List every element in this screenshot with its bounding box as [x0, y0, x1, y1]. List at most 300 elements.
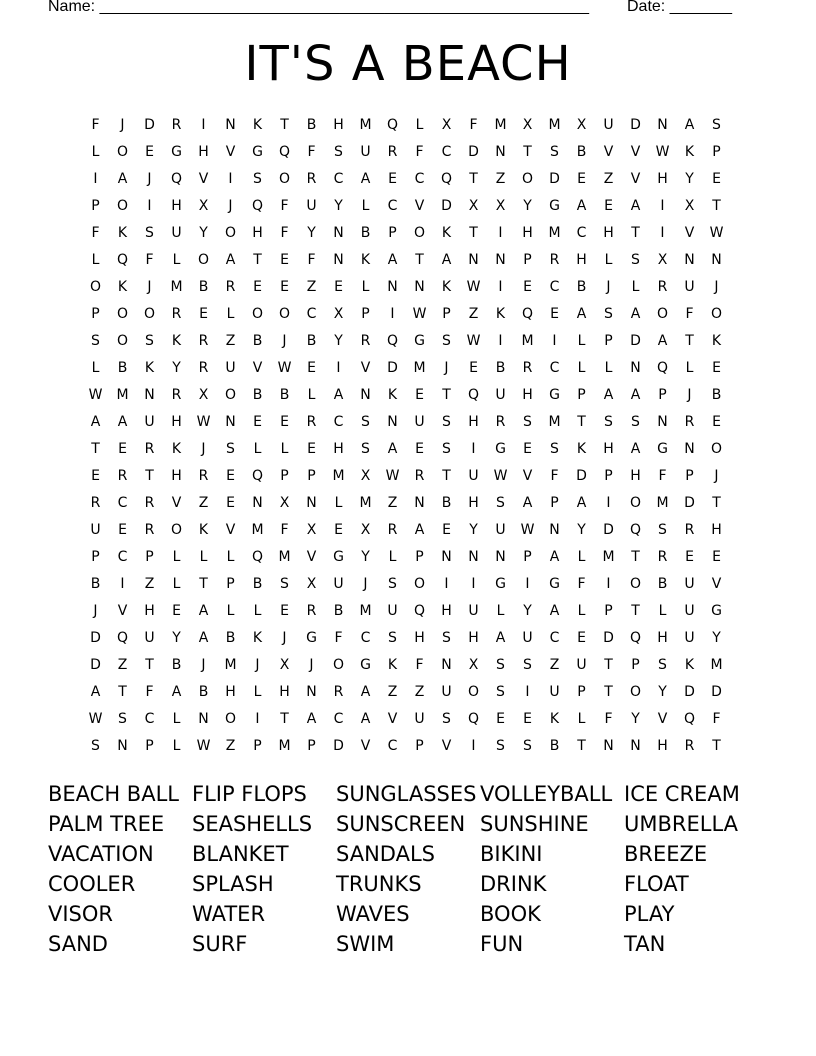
grid-letter: C — [576, 224, 587, 241]
grid-row — [82, 192, 730, 219]
grid-row — [82, 705, 730, 732]
grid-letter: X — [468, 656, 479, 673]
grid-letter: R — [306, 413, 317, 430]
grid-letter: C — [549, 359, 560, 376]
grid-letter: B — [171, 656, 182, 673]
grid-letter: E — [307, 440, 316, 457]
grid-letter: T — [280, 710, 289, 727]
grid-letter: E — [550, 305, 559, 322]
grid-letter: S — [442, 629, 451, 646]
grid-letter: Y — [469, 521, 478, 538]
grid-letter: C — [333, 413, 344, 430]
grid-letter: L — [172, 710, 181, 727]
grid-letter: C — [306, 305, 317, 322]
grid-letter: I — [471, 737, 476, 754]
grid-letter: A — [630, 386, 641, 403]
grid-letter: L — [226, 602, 235, 619]
grid-letter: R — [333, 683, 344, 700]
grid-letter: N — [414, 278, 425, 295]
grid-letter: L — [226, 548, 235, 565]
grid-letter: M — [170, 278, 183, 295]
grid-letter: H — [171, 413, 182, 430]
word-list-item: FLOAT — [624, 872, 689, 896]
grid-letter: I — [255, 710, 260, 727]
grid-letter: Q — [386, 332, 399, 349]
grid-letter: U — [306, 197, 317, 214]
grid-letter: H — [441, 602, 452, 619]
grid-letter: S — [361, 413, 370, 430]
grid-letter: E — [199, 305, 208, 322]
grid-letter: W — [412, 305, 427, 322]
grid-row — [82, 354, 730, 381]
grid-letter: P — [253, 737, 262, 754]
grid-letter: U — [684, 629, 695, 646]
grid-letter: S — [658, 656, 667, 673]
grid-letter: I — [660, 197, 665, 214]
grid-letter: S — [145, 224, 154, 241]
grid-letter: E — [172, 602, 181, 619]
word-list-item: VISOR — [48, 902, 114, 926]
grid-letter: H — [252, 224, 263, 241]
grid-letter: E — [280, 278, 289, 295]
grid-letter: B — [360, 224, 371, 241]
grid-letter: Y — [577, 521, 586, 538]
grid-letter: Q — [467, 710, 480, 727]
grid-letter: V — [387, 710, 398, 727]
grid-letter: L — [604, 359, 613, 376]
word-list-item: FUN — [480, 932, 524, 956]
grid-letter: X — [279, 494, 290, 511]
grid-letter: Q — [170, 170, 183, 187]
grid-letter: Y — [685, 170, 694, 187]
grid-letter: V — [684, 224, 695, 241]
grid-letter: W — [88, 386, 103, 403]
grid-letter: N — [468, 251, 479, 268]
grid-letter: Y — [334, 197, 343, 214]
grid-letter: P — [145, 548, 154, 565]
grid-letter: H — [171, 467, 182, 484]
grid-letter: E — [577, 170, 586, 187]
grid-letter: Y — [712, 629, 721, 646]
grid-letter: J — [282, 332, 287, 349]
grid-letter: I — [606, 494, 611, 511]
grid-letter: I — [552, 332, 557, 349]
grid-letter: O — [116, 197, 129, 214]
grid-letter: N — [684, 251, 695, 268]
grid-letter: N — [414, 494, 425, 511]
grid-letter: G — [333, 548, 344, 565]
grid-row — [82, 138, 730, 165]
grid-letter: J — [120, 116, 125, 133]
grid-letter: Y — [523, 197, 532, 214]
grid-letter: S — [253, 170, 262, 187]
grid-letter: T — [145, 467, 154, 484]
grid-letter: U — [441, 683, 452, 700]
grid-letter: O — [197, 251, 210, 268]
grid-letter: N — [441, 656, 452, 673]
grid-letter: H — [603, 440, 614, 457]
grid-letter: I — [147, 197, 152, 214]
grid-letter: R — [495, 413, 506, 430]
grid-letter: E — [523, 278, 532, 295]
grid-letter: S — [631, 413, 640, 430]
grid-letter: Z — [387, 494, 398, 511]
grid-letter: B — [576, 278, 587, 295]
grid-letter: P — [604, 602, 613, 619]
grid-row — [82, 624, 730, 651]
date-line[interactable]: Date: _______ — [627, 0, 732, 15]
grid-letter: D — [711, 683, 722, 700]
grid-letter: T — [712, 494, 721, 511]
grid-letter: T — [253, 251, 262, 268]
grid-letter: N — [387, 413, 398, 430]
grid-letter: L — [91, 359, 100, 376]
grid-letter: X — [657, 251, 668, 268]
grid-letter: D — [441, 197, 452, 214]
grid-letter: A — [360, 710, 371, 727]
grid-letter: K — [711, 332, 722, 349]
grid-letter: F — [91, 116, 100, 133]
grid-letter: S — [658, 521, 667, 538]
grid-letter: V — [252, 359, 263, 376]
word-list-item: VACATION — [48, 842, 154, 866]
grid-letter: C — [549, 278, 560, 295]
grid-row — [82, 219, 730, 246]
grid-letter: X — [360, 521, 371, 538]
grid-letter: F — [577, 575, 586, 592]
grid-row — [82, 381, 730, 408]
grid-letter: U — [225, 359, 236, 376]
grid-letter: M — [494, 116, 507, 133]
grid-row — [82, 435, 730, 462]
grid-letter: M — [251, 521, 264, 538]
grid-letter: M — [116, 386, 129, 403]
grid-letter: S — [496, 494, 505, 511]
grid-letter: S — [523, 737, 532, 754]
grid-letter: R — [684, 737, 695, 754]
grid-letter: A — [549, 548, 560, 565]
grid-letter: L — [685, 359, 694, 376]
grid-letter: L — [199, 548, 208, 565]
grid-letter: S — [712, 116, 721, 133]
grid-letter: I — [525, 575, 530, 592]
grid-letter: N — [360, 386, 371, 403]
grid-letter: P — [577, 683, 586, 700]
grid-letter: N — [711, 251, 722, 268]
word-list-item: VOLLEYBALL — [480, 782, 613, 806]
grid-letter: O — [413, 224, 426, 241]
grid-letter: C — [144, 710, 155, 727]
grid-letter: H — [657, 170, 668, 187]
grid-letter: R — [198, 467, 209, 484]
grid-letter: H — [333, 440, 344, 457]
grid-letter: Q — [251, 548, 264, 565]
word-list-item: SAND — [48, 932, 108, 956]
grid-letter: G — [657, 440, 668, 457]
grid-letter: T — [577, 413, 586, 430]
grid-letter: D — [333, 737, 344, 754]
grid-letter: V — [522, 467, 533, 484]
grid-letter: U — [468, 467, 479, 484]
grid-letter: S — [91, 737, 100, 754]
grid-letter: P — [685, 467, 694, 484]
word-list-item: TRUNKS — [336, 872, 422, 896]
grid-letter: B — [252, 386, 263, 403]
grid-letter: E — [226, 494, 235, 511]
grid-letter: W — [385, 467, 400, 484]
grid-letter: V — [711, 575, 722, 592]
grid-letter: K — [171, 332, 182, 349]
grid-letter: T — [91, 440, 100, 457]
grid-letter: D — [387, 359, 398, 376]
grid-letter: V — [603, 143, 614, 160]
grid-letter: O — [629, 575, 642, 592]
grid-letter: V — [441, 737, 452, 754]
grid-letter: N — [657, 413, 668, 430]
grid-letter: O — [467, 683, 480, 700]
grid-letter: J — [444, 359, 449, 376]
grid-letter: K — [549, 710, 560, 727]
grid-letter: M — [710, 656, 723, 673]
grid-letter: P — [604, 467, 613, 484]
grid-letter: G — [414, 332, 425, 349]
grid-letter: A — [117, 170, 128, 187]
grid-letter: S — [280, 575, 289, 592]
grid-letter: C — [387, 197, 398, 214]
grid-letter: E — [145, 143, 154, 160]
grid-letter: D — [603, 629, 614, 646]
grid-row — [82, 570, 730, 597]
grid-row — [82, 111, 730, 138]
grid-letter: K — [198, 521, 209, 538]
grid-row — [82, 165, 730, 192]
grid-letter: I — [471, 440, 476, 457]
grid-letter: L — [91, 251, 100, 268]
grid-letter: Z — [225, 737, 236, 754]
grid-letter: L — [280, 440, 289, 457]
grid-letter: N — [333, 251, 344, 268]
grid-letter: J — [147, 170, 152, 187]
grid-letter: H — [414, 629, 425, 646]
grid-letter: Y — [523, 602, 532, 619]
grid-letter: H — [711, 521, 722, 538]
word-list-item: FLIP FLOPS — [192, 782, 307, 806]
grid-letter: S — [496, 737, 505, 754]
grid-letter: S — [631, 251, 640, 268]
grid-letter: B — [441, 494, 452, 511]
grid-letter: T — [604, 683, 613, 700]
grid-letter: I — [228, 170, 233, 187]
word-list-item: BREEZE — [624, 842, 708, 866]
grid-letter: C — [117, 494, 128, 511]
grid-letter: J — [201, 656, 206, 673]
grid-letter: H — [468, 629, 479, 646]
grid-letter: H — [468, 413, 479, 430]
grid-letter: R — [657, 548, 668, 565]
word-list — [48, 779, 768, 959]
grid-letter: J — [228, 197, 233, 214]
grid-letter: O — [710, 305, 723, 322]
grid-letter: K — [684, 656, 695, 673]
grid-letter: T — [280, 116, 289, 133]
word-list-item: SANDALS — [336, 842, 435, 866]
grid-letter: D — [630, 332, 641, 349]
grid-letter: N — [630, 737, 641, 754]
grid-letter: P — [307, 737, 316, 754]
grid-letter: V — [306, 548, 317, 565]
grid-letter: U — [495, 521, 506, 538]
grid-letter: Z — [468, 305, 479, 322]
grid-letter: K — [576, 440, 587, 457]
grid-letter: R — [387, 143, 398, 160]
grid-letter: H — [576, 251, 587, 268]
grid-letter: A — [225, 251, 236, 268]
grid-letter: Q — [251, 197, 264, 214]
grid-letter: J — [282, 629, 287, 646]
name-line[interactable]: Name: _______________________________________________________ — [48, 0, 589, 15]
grid-row — [82, 300, 730, 327]
grid-letter: Z — [306, 278, 317, 295]
grid-letter: U — [684, 602, 695, 619]
grid-letter: M — [656, 494, 669, 511]
grid-letter: I — [498, 224, 503, 241]
grid-letter: C — [360, 629, 371, 646]
grid-letter: I — [660, 224, 665, 241]
grid-letter: A — [387, 251, 398, 268]
grid-letter: E — [577, 629, 586, 646]
grid-letter: E — [280, 413, 289, 430]
grid-letter: E — [442, 521, 451, 538]
grid-letter: U — [171, 224, 182, 241]
grid-letter: L — [253, 683, 262, 700]
grid-letter: N — [630, 359, 641, 376]
letter-grid — [82, 111, 730, 759]
grid-letter: Q — [467, 386, 480, 403]
grid-letter: V — [630, 143, 641, 160]
word-list-item: SEASHELLS — [192, 812, 313, 836]
grid-letter: B — [198, 278, 209, 295]
grid-letter: U — [144, 413, 155, 430]
grid-letter: A — [306, 710, 317, 727]
grid-letter: T — [118, 683, 127, 700]
grid-row — [82, 408, 730, 435]
grid-letter: J — [255, 656, 260, 673]
grid-letter: N — [333, 224, 344, 241]
grid-letter: Q — [629, 521, 642, 538]
grid-letter: E — [415, 440, 424, 457]
grid-letter: D — [90, 629, 101, 646]
word-list-item: BEACH BALL — [48, 782, 179, 806]
grid-letter: Q — [413, 602, 426, 619]
grid-letter: O — [224, 386, 237, 403]
grid-letter: L — [658, 602, 667, 619]
grid-letter: N — [495, 251, 506, 268]
grid-letter: A — [603, 386, 614, 403]
grid-letter: F — [658, 467, 667, 484]
word-list-item: WAVES — [336, 902, 410, 926]
grid-letter: F — [91, 224, 100, 241]
grid-letter: T — [631, 548, 640, 565]
grid-letter: K — [171, 440, 182, 457]
grid-letter: D — [603, 521, 614, 538]
grid-letter: M — [359, 602, 372, 619]
grid-letter: T — [469, 170, 478, 187]
grid-letter: H — [144, 602, 155, 619]
grid-letter: G — [711, 602, 722, 619]
grid-letter: I — [336, 359, 341, 376]
grid-letter: O — [170, 521, 183, 538]
grid-letter: K — [441, 278, 452, 295]
grid-letter: U — [414, 710, 425, 727]
grid-letter: Z — [495, 170, 506, 187]
grid-letter: B — [198, 683, 209, 700]
grid-letter: E — [685, 548, 694, 565]
grid-letter: N — [306, 683, 317, 700]
grid-letter: Y — [334, 332, 343, 349]
grid-letter: T — [523, 143, 532, 160]
grid-letter: O — [710, 440, 723, 457]
grid-letter: D — [144, 116, 155, 133]
grid-row — [82, 732, 730, 759]
grid-letter: E — [604, 197, 613, 214]
grid-letter: X — [441, 116, 452, 133]
grid-letter: Q — [440, 170, 453, 187]
grid-letter: M — [602, 548, 615, 565]
grid-letter: T — [685, 332, 694, 349]
grid-letter: R — [387, 521, 398, 538]
grid-row — [82, 327, 730, 354]
grid-letter: M — [359, 494, 372, 511]
grid-letter: E — [712, 170, 721, 187]
grid-letter: E — [91, 467, 100, 484]
grid-letter: E — [415, 386, 424, 403]
grid-letter: P — [658, 386, 667, 403]
grid-letter: L — [361, 197, 370, 214]
grid-letter: S — [442, 440, 451, 457]
grid-letter: L — [577, 548, 586, 565]
grid-letter: H — [225, 683, 236, 700]
grid-letter: Q — [656, 359, 669, 376]
grid-letter: A — [414, 521, 425, 538]
grid-letter: L — [334, 494, 343, 511]
grid-letter: M — [548, 116, 561, 133]
grid-letter: F — [550, 467, 559, 484]
grid-letter: B — [306, 116, 317, 133]
grid-letter: B — [252, 332, 263, 349]
grid-letter: R — [684, 413, 695, 430]
grid-letter: P — [415, 737, 424, 754]
grid-letter: L — [226, 305, 235, 322]
grid-letter: R — [171, 116, 182, 133]
grid-letter: R — [90, 494, 101, 511]
grid-letter: I — [498, 278, 503, 295]
grid-letter: E — [496, 710, 505, 727]
grid-letter: A — [630, 197, 641, 214]
grid-letter: F — [415, 143, 424, 160]
grid-letter: G — [252, 143, 263, 160]
grid-letter: A — [441, 251, 452, 268]
grid-letter: A — [198, 602, 209, 619]
grid-letter: W — [466, 278, 481, 295]
grid-letter: Q — [116, 251, 129, 268]
grid-letter: S — [496, 656, 505, 673]
grid-letter: A — [522, 494, 533, 511]
grid-letter: K — [117, 224, 128, 241]
grid-letter: O — [278, 170, 291, 187]
grid-letter: B — [279, 386, 290, 403]
grid-letter: A — [90, 683, 101, 700]
grid-letter: O — [89, 278, 102, 295]
